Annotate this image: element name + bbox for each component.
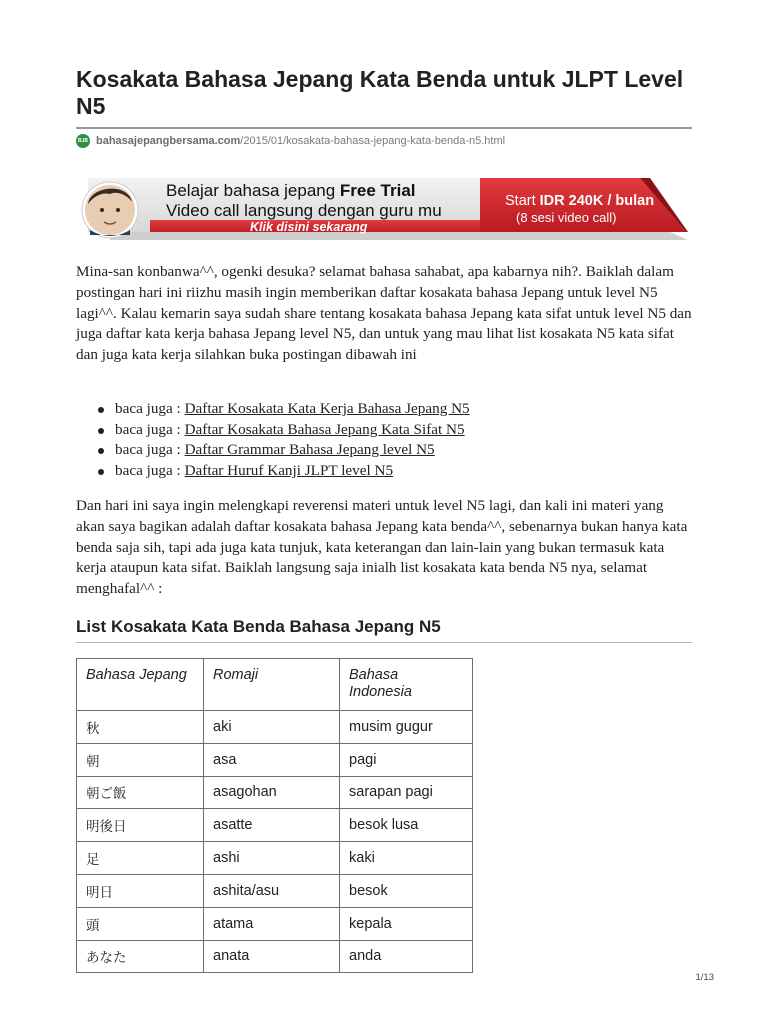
cell-indonesian: anda	[340, 940, 473, 973]
bullet-icon	[98, 448, 104, 454]
cell-romaji: anata	[204, 940, 340, 973]
list-item	[98, 420, 470, 441]
table-row	[77, 940, 473, 973]
cell-romaji: asagohan	[204, 776, 340, 809]
table-row	[77, 776, 473, 809]
banner-bottom-grey	[110, 232, 688, 240]
column-header: Bahasa Jepang	[77, 659, 204, 711]
title-divider	[76, 127, 692, 129]
table-row	[77, 711, 473, 744]
cell-romaji: atama	[204, 907, 340, 940]
table-row	[77, 874, 473, 907]
section-divider	[76, 642, 692, 643]
intro-paragraph: Mina-san konbanwa^^, ogenki desuka? selamat bahasa sahabat, apa kabarnya nih?. Baiklah dalam postingan hari ini riizhu masih ingin memberikan daftar kosakata bahasa Jepang untuk level N5 lagi^^. Kalau kemarin saya sudah share tentang kosakata bahasa Jepang kata sifat untuk level N5 dan juga daftar kata kerja bahasa Jepang level N5, dan untuk yang mau lihat list kosakata N5 kata sifat dan juga kata kerja silahkan buka postingan dibawah ini	[76, 263, 692, 364]
cell-romaji: asatte	[204, 809, 340, 842]
column-header: Bahasa Indonesia	[340, 659, 473, 711]
vocab-table	[76, 658, 473, 973]
link-prefix: baca juga :	[115, 441, 185, 459]
list-item	[98, 461, 470, 482]
promo-banner[interactable]	[80, 168, 688, 248]
related-link[interactable]: Daftar Kosakata Kata Kerja Bahasa Jepang N5	[184, 400, 470, 417]
cell-indonesian: sarapan pagi	[340, 776, 473, 809]
cell-japanese: 秋	[77, 711, 204, 744]
article-title: Kosakata Bahasa Jepang Kata Benda untuk JLPT Level N5	[76, 66, 684, 119]
related-link[interactable]: Daftar Kosakata Bahasa Jepang Kata Sifat N5	[184, 420, 465, 438]
cell-japanese: 朝ご飯	[77, 776, 204, 809]
cell-indonesian: musim gugur	[340, 711, 473, 744]
cell-japanese: あなた	[77, 940, 204, 973]
list-item	[98, 399, 470, 420]
table-row	[77, 907, 473, 940]
cell-indonesian: kaki	[340, 842, 473, 875]
table-header-row	[77, 659, 473, 711]
cell-indonesian: kepala	[340, 907, 473, 940]
cell-japanese: 頭	[77, 907, 204, 940]
cell-japanese: 朝	[77, 743, 204, 776]
site-favicon-icon: BJB	[76, 134, 90, 148]
banner-line1: Belajar bahasa jepang Free Trial	[166, 181, 416, 200]
cell-romaji: ashi	[204, 842, 340, 875]
table-row	[77, 743, 473, 776]
link-prefix: baca juga :	[115, 420, 185, 438]
related-link[interactable]: Daftar Huruf Kanji JLPT level N5	[184, 461, 394, 479]
related-link[interactable]: Daftar Grammar Bahasa Jepang level N5	[184, 441, 435, 459]
banner-line2: Video call langsung dengan guru mu	[166, 201, 442, 220]
banner-price: Start IDR 240K / bulan	[505, 193, 655, 209]
url-domain[interactable]: bahasajepangbersama.com	[96, 135, 241, 147]
related-links-list	[98, 399, 470, 481]
section-heading: List Kosakata Kata Benda Bahasa Jepang N5	[76, 617, 441, 636]
cell-indonesian: pagi	[340, 743, 473, 776]
list-item	[98, 440, 470, 461]
cell-romaji: aki	[204, 711, 340, 744]
bullet-icon	[98, 428, 104, 434]
link-prefix: baca juga :	[115, 400, 185, 417]
source-url[interactable]	[76, 133, 505, 149]
table-row	[77, 842, 473, 875]
tutor-avatar	[82, 182, 138, 238]
banner-price-note: (8 sesi video call)	[516, 210, 617, 225]
cell-romaji: ashita/asu	[204, 874, 340, 907]
bullet-icon	[98, 469, 104, 475]
cell-japanese: 足	[77, 842, 204, 875]
cell-indonesian: besok	[340, 874, 473, 907]
column-header: Romaji	[204, 659, 340, 711]
cell-japanese: 明日	[77, 874, 204, 907]
second-paragraph: Dan hari ini saya ingin melengkapi reverensi materi untuk level N5 lagi, dan kali ini materi yang akan saya bagikan adalah daftar kosakata bahasa Jepang kata benda^^, sebenarnya bukan hanya kata benda saja sih, tapi ada juga kata tunjuk, kata keterangan dan lain-lain yang bukan termasuk kata kerja ataupun kata sifat. Baiklah langsung saja inialh list kosakata kata benda N5 nya, selamat menghafal^^ :	[76, 497, 688, 598]
page-number: 1/13	[695, 972, 714, 983]
cell-japanese: 明後日	[77, 809, 204, 842]
banner-cta[interactable]: Klik disini sekarang	[250, 220, 368, 234]
cell-romaji: asa	[204, 743, 340, 776]
table-row	[77, 809, 473, 842]
url-path[interactable]: /2015/01/kosakata-bahasa-jepang-kata-benda-n5.html	[240, 135, 506, 147]
cell-indonesian: besok lusa	[340, 809, 473, 842]
link-prefix: baca juga :	[115, 461, 185, 479]
bullet-icon	[98, 407, 104, 413]
